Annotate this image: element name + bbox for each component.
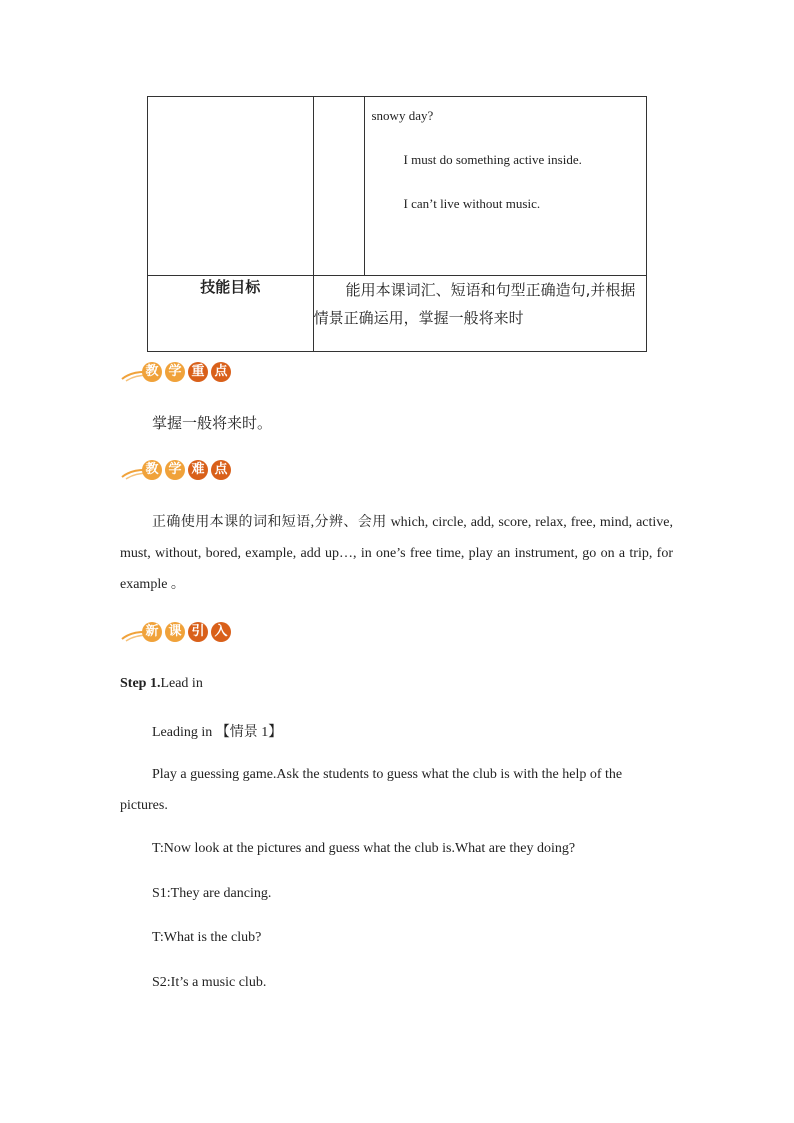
badge-char: 点 — [211, 362, 231, 382]
step-number: Step 1. — [120, 676, 161, 691]
leading-in-line: Leading in 【情景 1】 — [152, 725, 283, 740]
badge-char: 课 — [165, 622, 185, 642]
badge-char: 重 — [188, 362, 208, 382]
knowledge-line-3: I can’t live without music. — [403, 196, 541, 211]
badge-char: 难 — [188, 460, 208, 480]
badge-char: 学 — [165, 362, 185, 382]
badge-char: 入 — [211, 622, 231, 642]
skill-label: 技能目标 — [148, 276, 314, 352]
badge-char: 教 — [142, 460, 162, 480]
badge-char: 点 — [211, 460, 231, 480]
dialog-s2: S2:It’s a music club. — [152, 975, 267, 990]
badge-char: 引 — [188, 622, 208, 642]
play-instruction: Play a guessing game.Ask the students to guess what the club is with the help of the pictures. — [120, 767, 623, 813]
knowledge-content-cell — [364, 97, 647, 276]
dialog-t1: T:Now look at the pictures and guess what the club is.What are they doing? — [152, 841, 576, 856]
dialog-s1: S1:They are dancing. — [152, 886, 272, 901]
knowledge-line-1: snowy day? — [371, 108, 434, 123]
badge-char: 教 — [142, 362, 162, 382]
difficulties-text: 正确使用本课的词和短语,分辨、会用 which, circle, add, score, relax, free, mind, active, must, without, bored, example, add up…, in one’s free time, play an instrument, go on a trip, for example 。 — [120, 515, 673, 592]
key-points-text: 掌握一般将来时。 — [152, 414, 273, 432]
knowledge-line-2: I must do something active inside. — [403, 152, 582, 167]
step-heading — [120, 676, 203, 692]
step-title: Lead in — [160, 676, 203, 691]
spacer-cell — [313, 97, 364, 276]
skill-text: 能用本课词汇、短语和句型正确造句,并根据情景正确运用，掌握一般将来时 — [313, 276, 646, 352]
badge-char: 新 — [142, 622, 162, 642]
badge-char: 学 — [165, 460, 185, 480]
objectives-table — [147, 96, 647, 352]
knowledge-label-cell — [148, 97, 314, 276]
dialog-t2: T:What is the club? — [152, 930, 262, 945]
